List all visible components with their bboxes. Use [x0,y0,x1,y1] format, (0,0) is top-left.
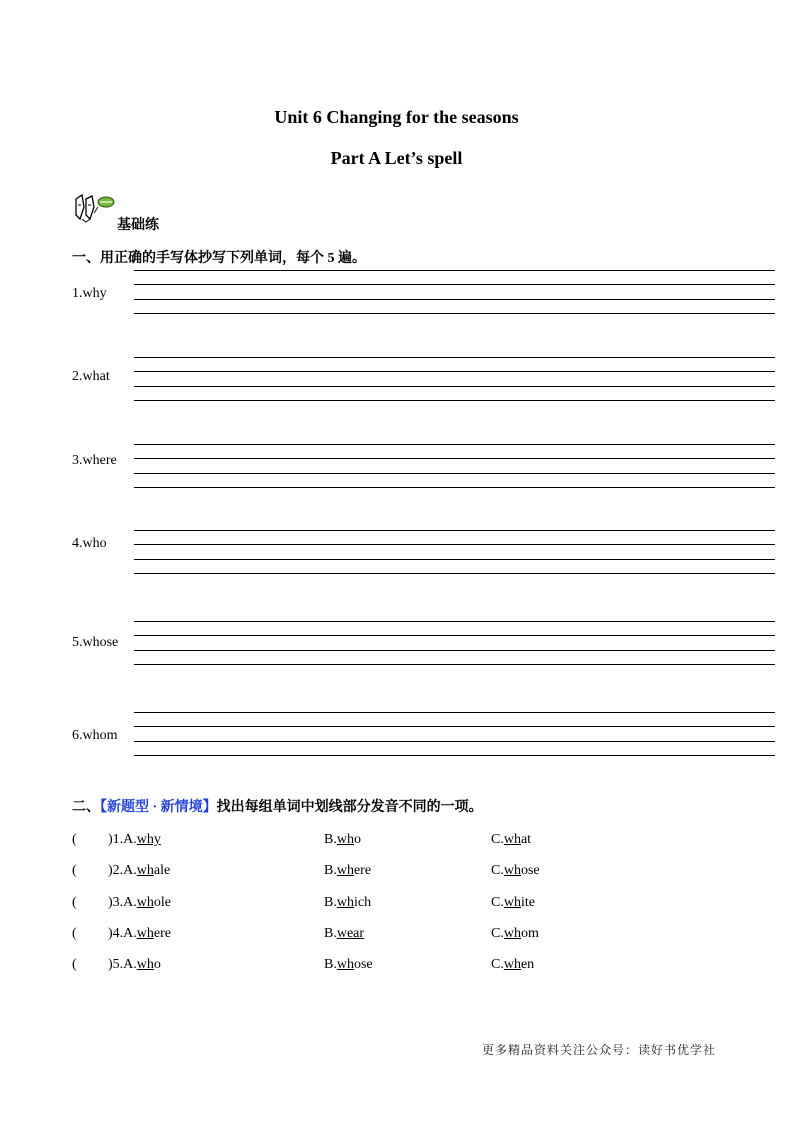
section2-prefix: 二、 [72,800,100,815]
writing-lines[interactable] [134,621,775,665]
rabbit-icon [72,193,116,223]
question-row [72,957,772,981]
section2-instruction [72,796,483,816]
word-label: 6.whom [72,728,118,743]
option-a: )2.A.whale [108,863,171,878]
question-row [72,895,772,919]
answer-blank[interactable]: ( [72,832,77,847]
page-title: Unit 6 Changing for the seasons [274,107,519,127]
writing-lines[interactable] [134,357,775,401]
option-a: )1.A.why [108,832,161,847]
answer-blank[interactable]: ( [72,895,77,910]
option-c: C.what [491,832,532,847]
word-label: 4.who [72,536,107,551]
question-row [72,863,772,887]
option-b: B.wear [324,926,365,941]
word-label: 1.why [72,286,107,301]
section1-instruction: 一、用正确的手写体抄写下列单词，每个 5 遍。 [72,251,366,266]
option-b: B.who [324,832,361,847]
writing-lines[interactable] [134,270,775,314]
option-c: C.white [491,895,535,910]
word-label: 3.where [72,453,117,468]
question-row [72,926,772,950]
option-c: C.when [491,957,535,972]
writing-lines[interactable] [134,712,775,756]
badge-label: 基础练 [117,218,159,233]
word-label: 2.what [72,369,110,384]
option-c: C.whose [491,863,540,878]
footer-note: 更多精品资料关注公众号：读好书优学社 [482,1043,717,1057]
option-a: )3.A.whole [108,895,172,910]
word-label: 5.whose [72,635,119,650]
option-a: )4.A.where [108,926,171,941]
new-type-tag: 【新题型 · 新情境】 [100,800,217,815]
question-row [72,832,772,856]
section2-text: 找出每组单词中划线部分发音不同的一项。 [216,800,483,815]
answer-blank[interactable]: ( [72,957,77,972]
option-b: B.which [324,895,372,910]
writing-lines[interactable] [134,444,775,488]
option-c: C.whom [491,926,539,941]
option-a: )5.A.who [108,957,161,972]
answer-blank[interactable]: ( [72,863,77,878]
option-b: B.whose [324,957,373,972]
option-b: B.where [324,863,372,878]
writing-lines[interactable] [134,530,775,574]
answer-blank[interactable]: ( [72,926,77,941]
page-subtitle: Part A Let’s spell [330,148,463,168]
